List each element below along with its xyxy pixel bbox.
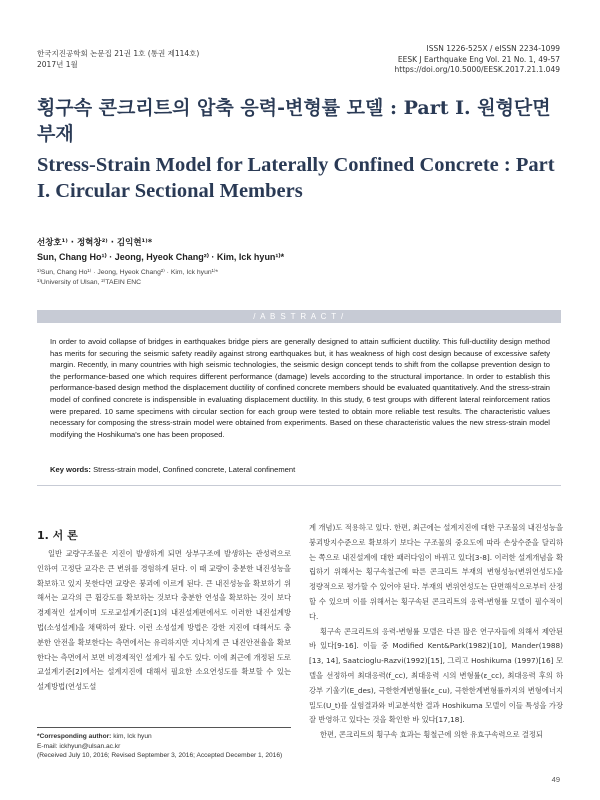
issn: ISSN 1226-525X / eISSN 2234-1099 — [426, 44, 560, 53]
keywords-label: Key words: — [50, 465, 91, 474]
paragraph: 계 개념)도 적용하고 있다. 한편, 최근에는 설계지진에 대한 구조물의 내진성능을 붕괴방지수준으로 확보하기 보다는 구조물의 중요도에 따라 손상수준을 달리하는 쪽으로 내진설계에 대한 패러다임이 바뀌고 있다[3-8]. 이러한 설계개념을 확립하기 위해서는 횡구속철근에 따른 콘크리트 부재의 변형성능(변위연성도)을 정량적으로 평가할 수 있어야 된다. 부재의 변위연성도는 단면해석으로부터 산정할 수 있으며 이를 위해서는 횡구속된 콘크리트의 응력-변형률 모델이 필수적이다. — [309, 523, 563, 621]
corresponding-author-name: kim, Ick hyun — [113, 733, 152, 740]
paragraph: 횡구속 콘크리트의 응력-변형률 모델은 다른 많은 연구자들에 의해서 제안된바 있다[9-16]. 이들 중 Modified Kent&Park(1982)[10], Mander(1988)[13, 14], Saatcioglu-Razvi(1992)[15], 그리고 Hoshikuma (1997)[16] 모델을 선정하여 최대응력(f_cc), 최대응력 시의 변형률(ε_cc), 최대응력 후의 하강부 기울기(E_des), 극한한계변형률(ε_cu), 극한한계변형률까지의 변형에너지밀도(U_t)를 실험결과와 비교분석한 결과 Hoshikuma 모델이 이들 특성을 가장 잘 반영하고 있다는 것을 확인한 바 있다[17,18]. — [309, 626, 563, 725]
corresponding-author — [37, 732, 297, 742]
journal-header-right — [395, 44, 560, 76]
corresponding-author-label: *Corresponding author: — [37, 733, 112, 740]
journal-name-en: EESK J Earthquake Eng Vol. 21 No. 1, 49-57 — [397, 54, 560, 64]
paragraph: 한편, 콘크리트의 횡구속 효과는 횡철근에 의한 유효구속력으로 결정되 — [320, 730, 543, 740]
body-column-right — [309, 521, 563, 743]
affiliation-institutions: ¹⁾University of Ulsan, ²⁾TAEIN ENC — [37, 279, 142, 286]
journal-date-kr: 2017년 1월 — [37, 60, 78, 69]
received-dates: (Received July 10, 2016; Revised September 3, 2016; Accepted December 1, 2016) — [37, 752, 283, 760]
keywords — [50, 465, 295, 474]
paragraph: 일반 교량구조물은 지진이 발생하게 되면 상부구조에 발생하는 관성력으로 인하여 고정단 교각은 큰 변위를 경험하게 된다. 이 때 교량이 충분한 내진성능을 확보하고 있지 못한다면 교량은 붕괴에 이르게 된다. 큰 내진성능을 확보하기 위해서는 교각의 큰 휨강도를 확보하는 것보다 충분한 연성을 확보하는 것이 보다 경제적인 설계이며 도로교설계기준[1]의 내진설계편에서도 이러한 내진설계방법(소성설계)을 채택하여 왔다. 이런 소성설계 방법은 강한 지진에 대해서도 충분한 안전을 확보한다는 측면에서는 유리하지만 지나치게 큰 내진안전율을 확보한다는 측면에서 보면 비경제적인 설계가 될 수도 있다. 이에 최근에 개정된 도로교설계기준[2]에서는 설계지진에 대해서 필요한 소요연성도를 확보할 수 있는 설계방법(연성도설 — [37, 549, 291, 692]
author-email[interactable]: E-mail: ickhyun@ulsan.ac.kr — [37, 742, 121, 750]
affiliation-names: ¹⁾Sun, Chang Ho¹⁾ · Jeong, Hyeok Chang²⁾ · Kim, Ick hyun¹⁾* — [37, 269, 219, 276]
journal-name-kr: 한국지진공학회 논문집 21권 1호 (통권 제114호) — [37, 49, 200, 58]
body-column-left — [37, 547, 291, 695]
paper-title-en: Stress-Strain Model for Laterally Confined Concrete : Part I. Circular Sectional Members — [37, 154, 555, 202]
journal-header-left — [37, 48, 199, 70]
authors-en: Sun, Chang Ho¹⁾ · Jeong, Hyeok Chang²⁾ · Kim, Ick hyun¹⁾* — [37, 252, 285, 262]
abstract-divider — [37, 485, 561, 486]
footnote-divider — [37, 727, 291, 728]
doi-link[interactable]: https://doi.org/10.5000/EESK.2017.21.1.049 — [394, 65, 560, 74]
abstract-text: In order to avoid collapse of bridges in earthquakes bridge piers are generally designed to attain sufficient ductility. This full-ductility design method has merits for securing the seismic safety readily against strong earthquakes but, it has weakness of high cost design because of excessive safety margin. Recently, in many countries with high seismic technologies, the seismic design concept tends to shift from the collapse prevention design to the performance-based one which requires different performance (damage) levels according to the structural importance. In order to establish this performance-based design method the displacement ductility of confined concrete members should be evaluated quantitatively. And the stress-strain model of confined concrete is indispensible in evaluating displacement ductility. In this study, 6 test groups with different lateral reinforcement ratios were prepared. 10 same specimens with circular section for each group were tested to obtain more reliable test results. The characteristic values necessary for composing the stress-strain model were obtained from experiments. Based on these characteristic values the new stress-strain model modifying the Hoshikuma's one has been proposed. — [50, 337, 550, 439]
authors-kr: 선창호¹⁾ · 정혁창²⁾ · 김익현¹⁾* — [37, 238, 153, 248]
footnote — [37, 732, 297, 761]
paper-title-kr: 횡구속 콘크리트의 압축 응력-변형률 모델 : Part I. 원형단면 부재 — [37, 97, 551, 145]
keywords-list: Stress-strain model, Confined concrete, Lateral confinement — [93, 465, 296, 474]
page-number: 49 — [551, 775, 560, 784]
abstract-header-bar — [37, 310, 561, 323]
section-title-introduction: 1. 서 론 — [37, 529, 78, 542]
abstract-label: / A B S T R A C T / — [253, 312, 345, 321]
